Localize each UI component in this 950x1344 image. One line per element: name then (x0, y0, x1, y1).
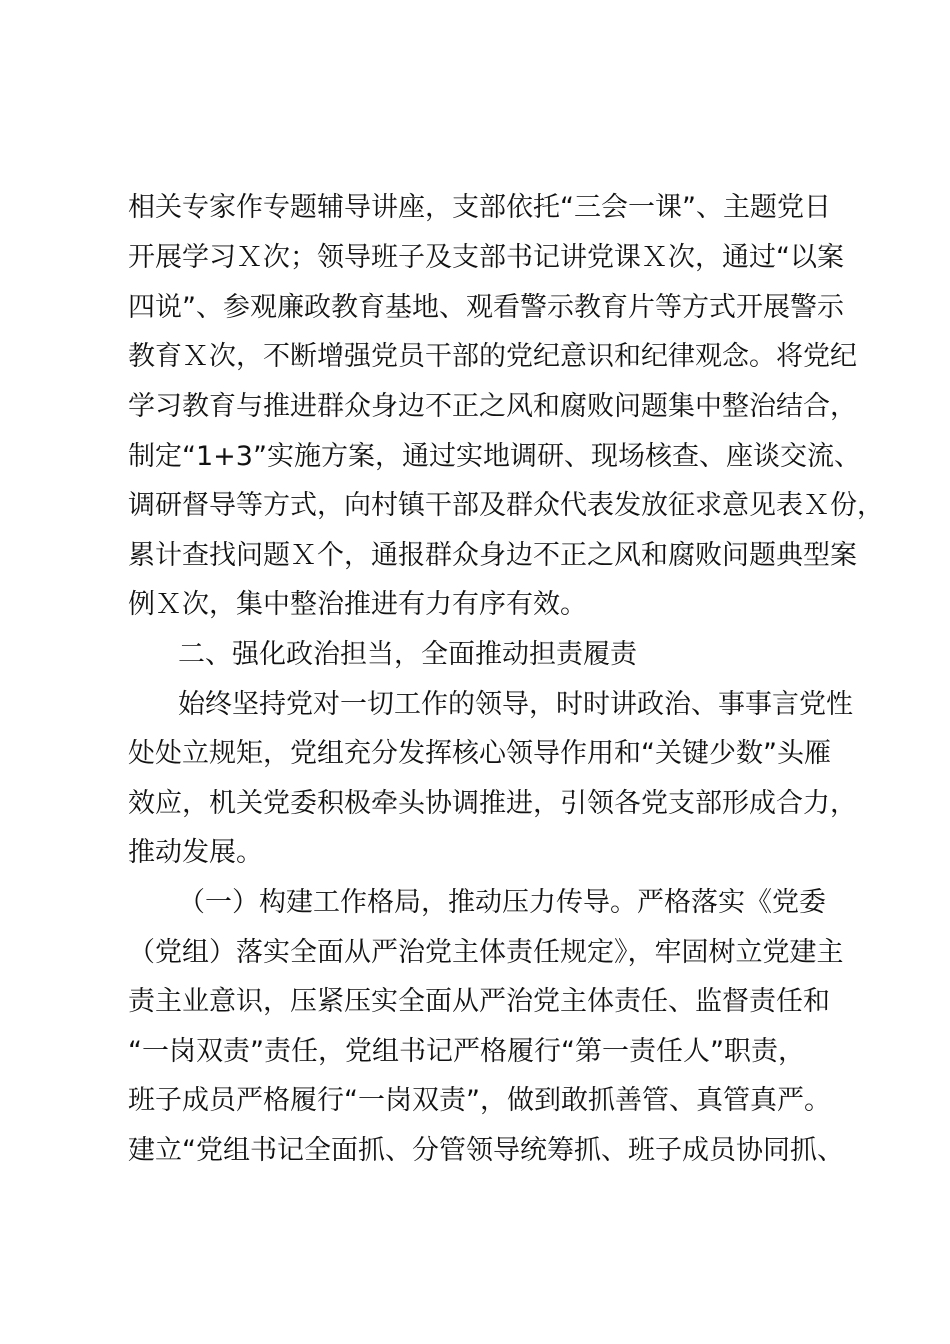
text-line-17: 责主业意识，压紧压实全面从严治党主体责任、监督责任和 (128, 986, 830, 1017)
text-line-4: 教育Ｘ次，不断增强党员干部的党纪意识和纪律观念。将党纪 (128, 341, 857, 372)
text-line-6: 制定“1+3”实施方案，通过实地调研、现场核查、座谈交流、 (128, 441, 861, 472)
text-line-3: 四说”、参观廉政教育基地、观看警示教育片等方式开展警示 (128, 292, 844, 323)
text-line-16: （党组）落实全面从严治党主体责任规定》，牢固树立党建主 (128, 937, 844, 968)
text-line-5: 学习教育与推进群众身边不正之风和腐败问题集中整治结合， (128, 391, 857, 422)
text-line-1: 相关专家作专题辅导讲座，支部依托“三会一课”、主题党日 (128, 192, 831, 223)
text-line-19: 班子成员严格履行“一岗双责”，做到敢抓善管、真管真严。 (128, 1085, 831, 1116)
text-line-15: （一）构建工作格局，推动压力传导。严格落实《党委 (178, 887, 826, 918)
text-line-8: 累计查找问题Ｘ个，通报群众身边不正之风和腐败问题典型案 (128, 540, 857, 571)
text-line-11: 始终坚持党对一切工作的领导，时时讲政治、事事言党性 (178, 689, 853, 720)
text-line-20: 建立“党组书记全面抓、分管领导统筹抓、班子成员协同抓、 (128, 1135, 844, 1166)
text-line-2: 开展学习Ｘ次；领导班子及支部书记讲党课Ｘ次，通过“以案 (128, 242, 844, 273)
text-line-13: 效应，机关党委积极牵头协调推进，引领各党支部形成合力， (128, 788, 857, 819)
section-heading: 二、强化政治担当，全面推动担责履责 (178, 639, 637, 670)
text-line-7: 调研督导等方式，向村镇干部及群众代表发放征求意见表Ｘ份， (128, 490, 884, 521)
text-line-9: 例Ｘ次，集中整治推进有力有序有效。 (128, 589, 587, 620)
text-line-12: 处处立规矩，党组充分发挥核心领导作用和“关键少数”头雁 (128, 738, 831, 769)
text-line-18: “一岗双责”责任，党组书记严格履行“第一责任人”职责， (128, 1036, 805, 1067)
text-line-14: 推动发展。 (128, 837, 263, 868)
